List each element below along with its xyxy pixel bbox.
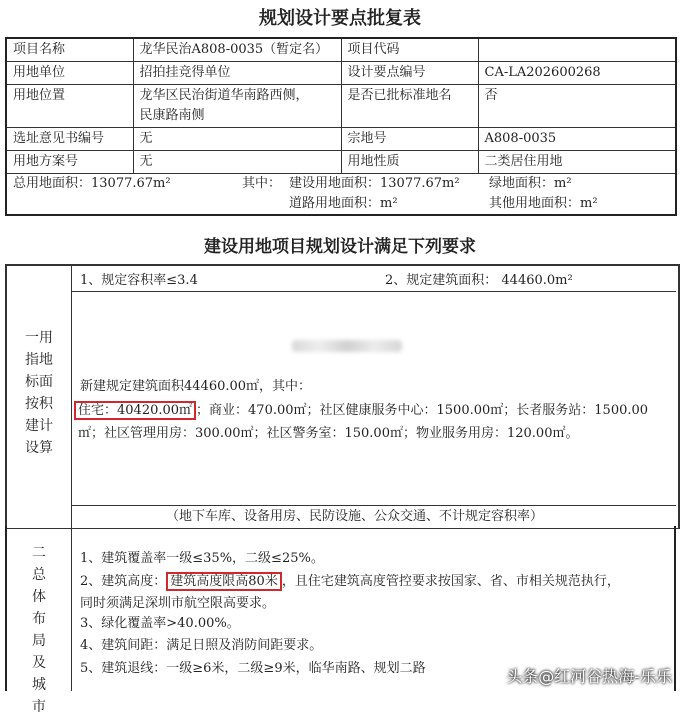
section1-label-char: 按积 [25,396,53,412]
watermark: 头条@红河谷热海-乐乐 [506,667,672,686]
height-prefix: 2、建筑高度： [80,574,167,589]
height-requirement [80,571,620,592]
section-heading: 建设用地项目规划设计满足下列要求 [204,237,476,257]
table-row [6,128,676,151]
land-location-line-2: 民康路南侧 [139,108,205,123]
land-location-label: 用地位置 [6,85,133,128]
coverage-requirement: 1、建筑覆盖率一级≤35%，二级≤25%。 [80,551,324,566]
area-breakdown-rest: ；商业：470.00㎡；社区健康服务中心：1500.00㎡；长者服务站：1500.00 [196,403,649,418]
land-plan-label: 用地方案号 [6,151,133,174]
building-area-requirement: 2、规定建筑面积： 44460.0m² [385,273,573,288]
table-row [6,151,676,174]
design-code-value: CA-LA202600268 [478,62,676,85]
section2-label-char: 总 [32,567,46,583]
section2-label-char: 布 [32,611,46,627]
section1-label-char: 建计 [25,418,53,434]
standard-name-label: 是否已批标准地名 [341,85,478,128]
spacing-requirement: 4、建筑间距：满足日照及消防间距要求。 [80,638,323,653]
land-location-line-1: 龙华区民治街道华南路西侧， [139,88,309,103]
project-code-value [478,38,676,62]
site-opinion-value: 无 [133,128,341,151]
row-divider [72,291,676,292]
height-rest: ，且住宅建筑高度管控要求按国家、省、市相关规范执行， [281,574,620,589]
section1-label-char: 标面 [25,374,53,390]
land-unit-value: 招拍挂竞得单位 [133,62,341,85]
parcel-number-label: 宗地号 [341,128,478,151]
redacted-text [292,340,402,352]
area-breakdown-line-1 [74,400,648,421]
document-title: 规划设计要点批复表 [259,8,421,29]
road-area: 道路用地面积：m² [289,196,398,211]
section2-label-char: 市 [32,699,46,715]
section1-label-char: 指地 [25,352,53,368]
section1-label [7,327,71,459]
standard-name-value: 否 [478,85,676,128]
section2-right-border [674,526,676,691]
project-name-label: 项目名称 [6,38,133,62]
land-unit-label: 用地单位 [6,62,133,85]
setback-requirement: 5、建筑退线：一级≥6米，二级≥9米，临华南路、规划二路 [80,661,426,676]
section2-label [7,542,71,718]
approval-info-table [5,37,677,216]
height-requirement-line-2: 同时须满足深圳市航空限高要求。 [80,596,276,611]
area-summary-cell [6,174,676,216]
land-use-label: 用地性质 [341,151,478,174]
far-requirement: 1、规定容积率≤3.4 [80,273,198,288]
height-limit-highlight: 建筑高度限高80米 [166,572,282,591]
site-opinion-label: 选址意见书编号 [6,128,133,151]
residential-area-highlight: 住宅：40420.00㎡ [74,401,196,420]
table-row [6,62,676,85]
column-divider [71,266,72,691]
construction-area: 建设用地面积：13077.67m² [289,176,460,191]
new-area-intro: 新建规定建筑面积44460.00㎡，其中： [80,379,312,394]
section1-label-char: 一用 [25,330,53,346]
among-label: 其中： [242,176,282,191]
other-area: 其他用地面积：m² [489,196,598,211]
exclusion-note: （地下车库、设备用房、民防设施、公众交通、不计规定容积率） [166,509,544,524]
section2-label-char: 二 [32,545,46,561]
project-name-value: 龙华民治A808-0035（暂定名） [133,38,341,62]
table-row [6,85,676,128]
section2-label-char: 及 [32,655,46,671]
section2-label-char: 城 [32,677,46,693]
land-plan-value: 无 [133,151,341,174]
total-area: 总用地面积：13077.67m² [13,176,171,191]
table-row [6,38,676,62]
section2-label-char: 体 [32,589,46,605]
design-code-label: 设计要点编号 [341,62,478,85]
green-coverage-requirement: 3、绿化覆盖率>40.00%。 [80,616,240,631]
parcel-number-value: A808-0035 [478,128,676,151]
section1-label-char: 设算 [25,440,53,456]
project-code-label: 项目代码 [341,38,478,62]
table-row [6,174,676,216]
land-location-value [133,85,341,128]
section2-label-char: 局 [32,633,46,649]
area-breakdown-line-2: ㎡；社区管理用房：300.00㎡；社区警务室：150.00㎡；物业服务用房：120.00㎡。 [78,426,579,441]
land-use-value: 二类居住用地 [478,151,676,174]
green-area: 绿地面积：m² [489,176,572,191]
